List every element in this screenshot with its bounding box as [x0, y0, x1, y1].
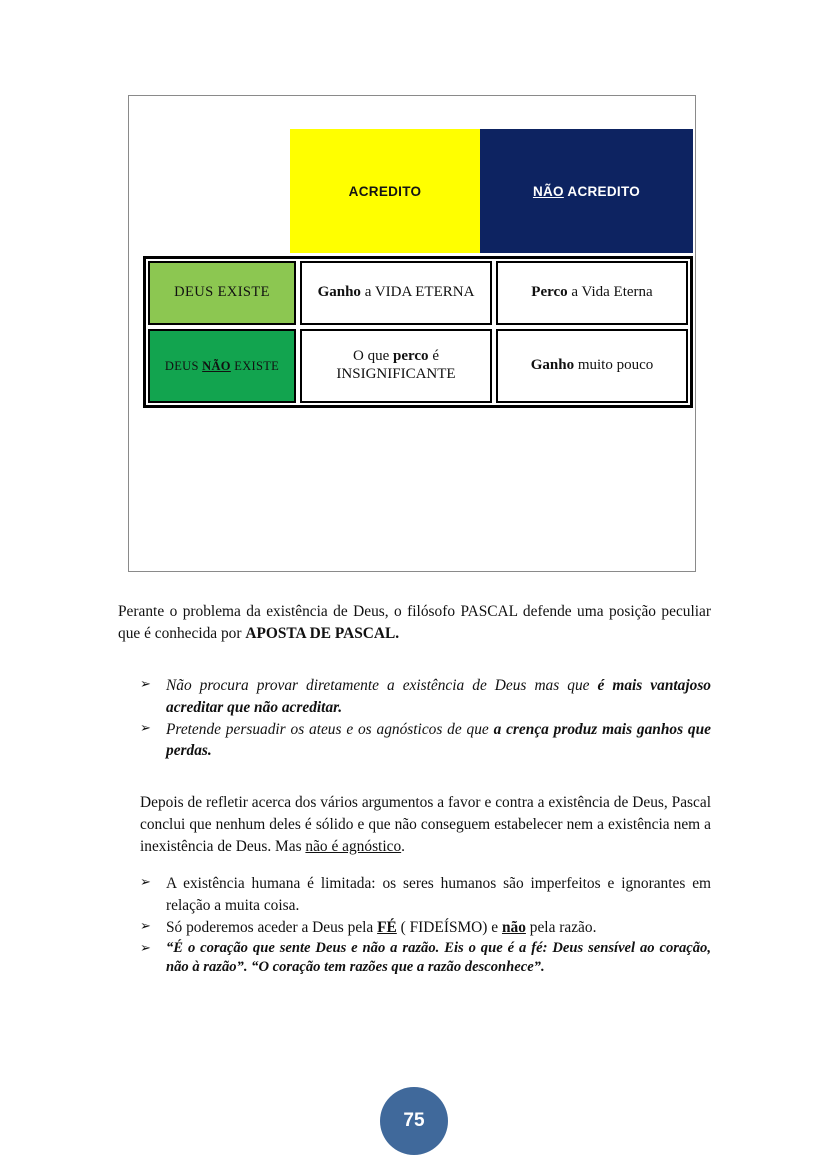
matrix-cell-nao-existe-acredito — [300, 329, 492, 403]
matrix-column-header-acredito-label: ACREDITO — [348, 183, 422, 199]
matrix-column-header-nao-acredito-label — [533, 184, 640, 199]
conclusion-paragraph-underline: não é agnóstico — [305, 838, 402, 855]
matrix-cell-nao-existe-acredito-post: é INSIGNIFICANTE — [336, 348, 456, 382]
bullet-list-top — [118, 675, 711, 763]
conclusion-paragraph-text: Depois de refletir acerca dos vários argumentos a favor e contra a existência de Deus, Pascal conclui que nenhum deles é sólido e que não conseguem estabelecer nem a existência nem a inexistência de Deus. Mas — [140, 794, 711, 855]
matrix-cell-nao-existe-acredito-bold: perco — [393, 348, 429, 365]
list-item-bold: a crença produz mais ganhos que perdas. — [166, 720, 711, 760]
spacer — [118, 858, 711, 873]
matrix-row-header-nao-existe-pre: DEUS — [164, 358, 203, 373]
page-number-badge — [380, 1087, 448, 1155]
intro-paragraph — [118, 601, 711, 645]
intro-paragraph-bold: APOSTA DE PASCAL. — [245, 624, 400, 642]
list-item-quote — [140, 939, 711, 979]
arrow-bullet-icon: ➢ — [140, 676, 151, 692]
matrix-cell-existe-acredito-text — [318, 284, 475, 302]
matrix-row-deus-existe — [146, 259, 690, 327]
conclusion-paragraph — [140, 792, 711, 858]
matrix-cell-existe-acredito-bold: Ganho — [317, 284, 361, 301]
spacer — [118, 645, 711, 675]
matrix-cell-nao-existe-acredito-pre: O que — [353, 348, 394, 365]
list-item-mid: ( FIDEÍSMO) e — [396, 918, 502, 936]
matrix-row-header-nao-existe-post: EXISTE — [230, 358, 280, 373]
matrix-cell-existe-nao-acredito — [496, 261, 688, 325]
matrix-grid — [143, 256, 693, 408]
matrix-column-header-acredito — [290, 129, 480, 253]
pascal-wager-figure — [128, 95, 696, 572]
arrow-bullet-icon: ➢ — [140, 918, 151, 934]
quote-text: “É o coração que sente Deus e não a razão. Eis o que é a fé: Deus sensível ao coração, não à razão”. “O coração tem razões que a razão desconhece”. — [166, 939, 711, 976]
list-item-text: Pretende persuadir os ateus e os agnósticos de que — [166, 720, 494, 738]
list-item-emphasis-nao: não — [501, 918, 526, 936]
arrow-bullet-icon: ➢ — [140, 874, 151, 890]
matrix-cell-nao-existe-nao-acredito-bold: Ganho — [530, 357, 575, 374]
matrix-cell-nao-existe-acredito-text — [302, 348, 490, 383]
matrix-cell-existe-acredito — [300, 261, 492, 325]
matrix-cell-existe-nao-acredito-rest: a Vida Eterna — [567, 284, 653, 301]
matrix-row-header-deus-nao-existe — [148, 329, 296, 403]
matrix-row-deus-nao-existe — [146, 327, 690, 405]
matrix-cell-existe-nao-acredito-bold: Perco — [531, 284, 568, 301]
list-item — [140, 917, 711, 939]
list-item — [140, 719, 711, 763]
list-item-pre: Só poderemos aceder a Deus pela — [166, 918, 378, 936]
arrow-bullet-icon: ➢ — [140, 720, 151, 736]
intro-paragraph-text: Perante o problema da existência de Deus, o filósofo PASCAL defende uma posição peculiar que é conhecida por — [118, 603, 711, 642]
matrix-cell-nao-existe-nao-acredito-rest: muito pouco — [574, 357, 654, 374]
matrix-row-header-deus-existe — [148, 261, 296, 325]
spacer — [118, 762, 711, 792]
matrix-cell-nao-existe-nao-acredito — [496, 329, 688, 403]
list-item-emphasis-fe: FÉ — [377, 918, 397, 936]
list-item-post: pela razão. — [525, 918, 597, 936]
matrix-column-header-nao-emphasis: NÃO — [532, 183, 564, 199]
matrix-cell-nao-existe-nao-acredito-text — [531, 357, 654, 375]
arrow-bullet-icon: ➢ — [140, 940, 151, 956]
list-item — [140, 873, 711, 917]
matrix-row-header-deus-nao-existe-label — [165, 359, 279, 374]
list-item-bold: é mais vantajoso acreditar que não acreditar. — [166, 676, 712, 716]
matrix-cell-existe-acredito-rest: a VIDA ETERNA — [360, 284, 475, 301]
document-body — [118, 601, 711, 978]
matrix-row-header-deus-existe-label: DEUS EXISTE — [174, 284, 270, 301]
list-item — [140, 675, 711, 719]
bullet-list-bottom — [118, 873, 711, 978]
list-item-text: Não procura provar diretamente a existência de Deus mas que — [166, 676, 598, 694]
matrix-cell-existe-nao-acredito-text — [531, 284, 652, 302]
matrix-column-header-nao-acredito-rest: ACREDITO — [563, 183, 641, 199]
matrix-column-header-nao-acredito — [480, 129, 693, 253]
page-number-label: 75 — [403, 1110, 425, 1131]
list-item-text: A existência humana é limitada: os seres humanos são imperfeitos e ignorantes em relação a muita coisa. — [166, 874, 711, 914]
matrix-row-header-nao-emphasis: NÃO — [202, 358, 231, 373]
conclusion-paragraph-tail: . — [401, 838, 405, 855]
